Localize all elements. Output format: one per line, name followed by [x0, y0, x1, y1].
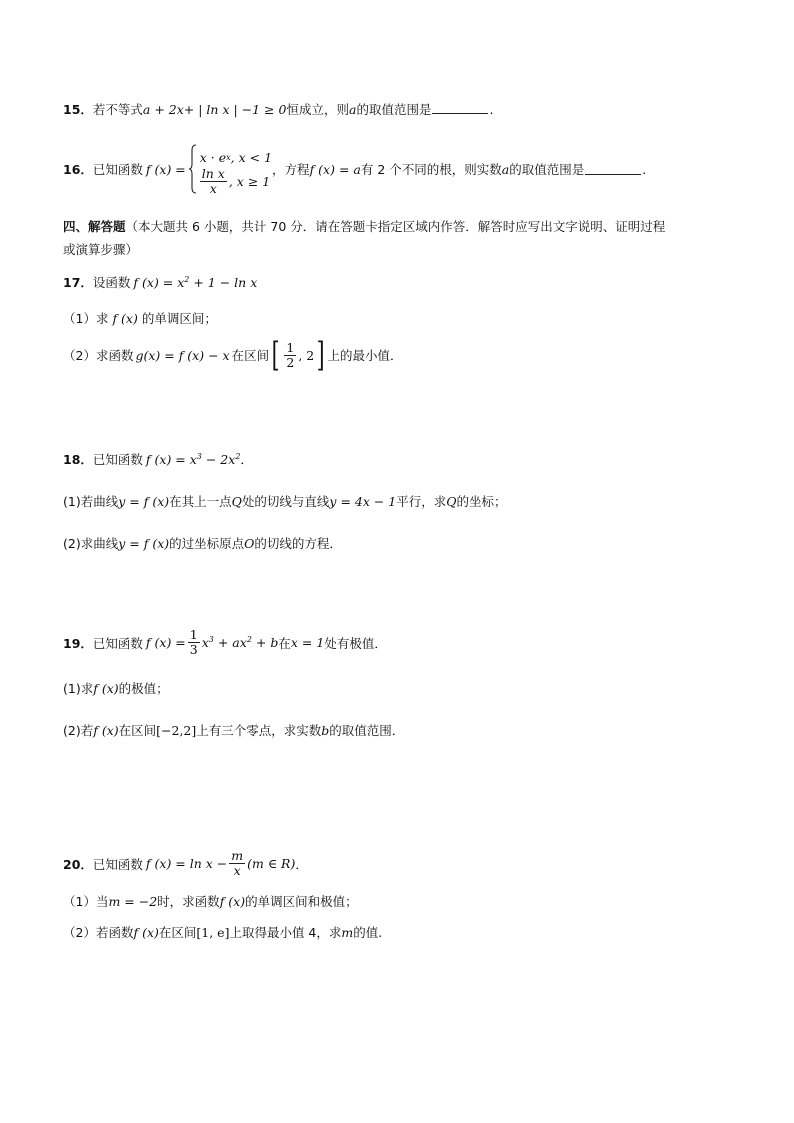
variable: a: [501, 161, 510, 177]
question-text: 的取值范围．: [329, 723, 405, 738]
piecewise-cases: [199, 145, 273, 196]
question-text: 在区间: [118, 723, 157, 738]
question-text: 已知函数: [92, 635, 143, 651]
section-heading-line2: [63, 240, 138, 258]
question-text: 若不等式: [92, 102, 143, 117]
interval: [1, e]: [196, 925, 230, 940]
question-16: [63, 144, 646, 194]
right-bracket: ]: [316, 335, 325, 375]
function-name: f (x): [112, 311, 138, 326]
punctuation: .: [489, 102, 494, 117]
left-bracket: [: [271, 335, 280, 375]
question-text: 平行，求: [396, 494, 447, 509]
function-name: f (x): [219, 894, 246, 909]
condition: x = 1: [290, 635, 325, 650]
question-text: 上有三个零点，求实数: [196, 723, 322, 738]
punctuation: ．: [295, 856, 308, 872]
question-text: 的极值；: [118, 681, 169, 696]
question-text: 在: [278, 635, 291, 651]
function-name: f (x) =: [145, 161, 186, 177]
question-text: ，方程: [272, 162, 310, 177]
question-text: 的坐标；: [456, 494, 507, 509]
part-label: (1): [63, 494, 81, 509]
question-text: 若曲线: [80, 494, 119, 509]
question-19: [63, 628, 387, 657]
question-number: 16．: [63, 162, 93, 177]
section-description: 或演算步骤）: [63, 242, 139, 257]
function-name: f (x) =: [145, 635, 186, 650]
function-definition: g(x) = f (x) − x: [135, 347, 230, 363]
variable: m: [341, 925, 354, 940]
fraction: $\frac{1}{2}$: [286, 339, 295, 370]
question-text: 若: [80, 723, 94, 738]
part-label: (2): [63, 723, 81, 738]
question-text: 恒成立，则: [286, 102, 349, 117]
question-15: [63, 100, 493, 118]
question-text: 求曲线: [80, 536, 119, 551]
variable: a: [348, 102, 357, 117]
question-20: [63, 849, 308, 878]
inequality: a + 2x+ | ln x | −1 ≥ 0: [142, 102, 287, 117]
question-19-part-2: [63, 721, 404, 739]
fraction: $\frac{1}{3}$: [189, 627, 198, 657]
function-name: f (x): [93, 681, 119, 696]
question-17-part-2: [63, 335, 403, 375]
part-label: （2）: [63, 925, 96, 940]
part-label: （2）: [63, 348, 96, 363]
question-text: 时，求函数: [157, 894, 220, 909]
question-text: 的取值范围是: [509, 162, 585, 177]
function-name: f (x): [133, 925, 159, 940]
answer-blank[interactable]: [432, 103, 488, 114]
question-text: 的单调区间和极值；: [245, 894, 358, 909]
function-definition: $x^3 + ax^2 + b$: [201, 634, 279, 651]
question-18: [63, 450, 253, 468]
point-label: Q: [446, 494, 457, 509]
question-text: 处的切线与直线: [241, 494, 330, 509]
question-number: 18．: [63, 452, 93, 467]
variable: b: [321, 723, 330, 738]
question-18-part-2: [63, 534, 342, 552]
question-text: 在区间: [158, 925, 197, 940]
section-description: （本大题共 6 小题，共计 70 分．请在答题卡指定区域内作答．解答时应写出文字说明、证明过程: [125, 219, 666, 234]
parameter-domain: (m ∈ R): [247, 856, 296, 871]
question-number: 15．: [63, 102, 93, 117]
question-text: 求函数: [95, 348, 134, 363]
point-label: O: [244, 536, 255, 551]
left-brace-icon: [188, 144, 198, 194]
question-text: 的值.: [353, 925, 383, 940]
question-text: 的过坐标原点: [169, 536, 245, 551]
question-text: 的切线的方程．: [254, 536, 342, 551]
question-text: 上的最小值．: [327, 348, 403, 363]
question-text: 有 2 个不同的根，则实数: [360, 162, 502, 177]
question-number: 17．: [63, 275, 93, 290]
line-equation: y = 4x − 1: [329, 494, 397, 509]
question-text: 的单调区间；: [141, 311, 217, 326]
equation: f (x) = a: [309, 161, 361, 177]
question-text: 求: [80, 681, 94, 696]
point-label: Q: [231, 494, 242, 509]
answer-blank[interactable]: [585, 164, 641, 175]
question-text: 的取值范围是: [356, 102, 432, 117]
question-text: 已知函数: [92, 162, 143, 177]
function-definition: f $(x) = x^2 + 1 - \ln x$: [133, 274, 258, 290]
part-label: (2): [63, 536, 81, 551]
section-heading: [63, 217, 665, 235]
case-1: x · e x , x < 1: [199, 149, 273, 165]
case-2: $\frac{\text{ln x}}{x}$ , x ≥ 1: [201, 165, 271, 196]
question-20-part-1: [63, 892, 358, 910]
function-name: f (x): [93, 723, 119, 738]
question-19-part-1: [63, 679, 169, 697]
curve-equation: y = f (x): [118, 536, 170, 551]
interval: [−2,2]: [156, 723, 197, 738]
question-20-part-2: [63, 923, 382, 941]
fraction: $\frac{m}{x}$: [231, 848, 244, 878]
punctuation: ．: [240, 452, 253, 467]
question-text: 处有极值．: [324, 635, 387, 651]
question-18-part-1: [63, 492, 507, 510]
question-text: 在其上一点: [169, 494, 232, 509]
question-text: 若函数: [95, 925, 134, 940]
interval-end: , 2: [298, 347, 315, 363]
question-text: 已知函数: [92, 856, 143, 872]
question-text: 已知函数: [92, 452, 143, 467]
question-text: 当: [95, 894, 109, 909]
part-label: (1): [63, 681, 81, 696]
question-17-part-1: [63, 309, 217, 327]
function-definition: f $(x) = x^3 - 2x^2$: [145, 451, 241, 467]
question-text: 在区间: [231, 348, 270, 363]
part-label: （1）: [63, 894, 96, 909]
condition: m = −2: [108, 894, 158, 909]
question-text: 设函数: [92, 275, 131, 290]
curve-equation: y = f (x): [118, 494, 170, 509]
question-text: 求: [95, 311, 109, 326]
punctuation: .: [642, 161, 647, 177]
part-label: （1）: [63, 311, 96, 326]
question-text: 上取得最小值 4，求: [229, 925, 342, 940]
function-definition: f (x) = ln x −: [145, 856, 228, 871]
section-title: 四、解答题: [63, 219, 126, 234]
question-17: [63, 273, 257, 291]
question-number: 20．: [63, 856, 93, 872]
question-number: 19．: [63, 635, 93, 651]
